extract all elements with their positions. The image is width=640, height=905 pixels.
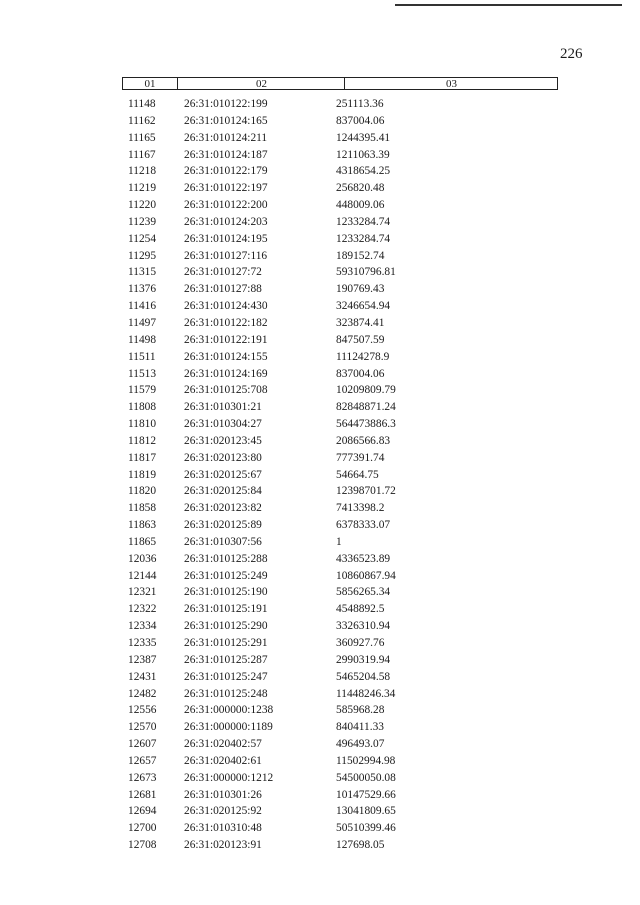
cell-col-03: 59310796.81 [336,266,396,279]
cell-col-01: 11810 [128,418,157,431]
cell-col-03: 837004.06 [336,367,385,380]
cell-col-03: 190769.43 [336,283,385,296]
cell-col-01: 11819 [128,468,157,481]
cell-col-03: 1233284.74 [336,215,391,228]
cell-col-02: 26:31:010127:88 [184,283,262,296]
cell-col-02: 26:31:010122:191 [184,333,268,346]
cell-col-02: 26:31:010125:290 [184,620,268,633]
cell-col-02: 26:31:010124:430 [184,300,268,313]
table-row [126,264,546,281]
cell-col-02: 26:31:020402:57 [184,738,262,751]
table-row [126,450,546,467]
cell-col-02: 26:31:010125:248 [184,687,268,700]
cell-col-01: 12681 [128,788,157,801]
cell-col-01: 11167 [128,148,156,161]
cell-col-02: 26:31:010125:287 [184,653,268,666]
table-row [126,433,546,450]
header-col-02: 02 [177,78,345,89]
cell-col-02: 26:31:010125:708 [184,384,268,397]
cell-col-02: 26:31:020125:67 [184,468,262,481]
table-row [126,787,546,804]
table-row [126,753,546,770]
cell-col-02: 26:31:010124:195 [184,232,268,245]
cell-col-03: 11124278.9 [336,350,390,363]
cell-col-03: 1 [336,535,342,548]
cell-col-02: 26:31:020123:82 [184,502,262,515]
cell-col-03: 10147529.66 [336,788,396,801]
cell-col-03: 5856265.34 [336,586,391,599]
cell-col-01: 12708 [128,839,157,852]
cell-col-02: 26:31:010301:26 [184,788,262,801]
cell-col-03: 1211063.39 [336,148,390,161]
table-row [126,584,546,601]
cell-col-01: 11498 [128,333,157,346]
cell-col-03: 251113.36 [336,98,384,110]
cell-col-02: 26:31:010125:247 [184,670,268,683]
cell-col-01: 11863 [128,519,157,532]
cell-col-02: 26:31:010122:199 [184,98,268,110]
table-row [126,736,546,753]
table-row [126,669,546,686]
cell-col-01: 12431 [128,670,157,683]
cell-col-03: 448009.06 [336,199,385,212]
cell-col-01: 12322 [128,603,157,616]
cell-col-01: 12335 [128,637,157,649]
cell-col-01: 11579 [128,384,157,397]
cell-col-01: 11511 [128,350,156,363]
table-row [126,231,546,248]
table-row [126,96,546,113]
cell-col-03: 323874.41 [336,316,385,329]
cell-col-03: 1233284.74 [336,232,391,245]
table-row [126,686,546,703]
cell-col-03: 4336523.89 [336,552,391,565]
table-row [126,534,546,551]
table-row [126,197,546,214]
table-row [126,113,546,130]
cell-col-03: 50510399.46 [336,822,396,835]
cell-col-03: 13041809.65 [336,805,396,818]
table-row [126,349,546,366]
cell-col-03: 11502994.98 [336,754,396,767]
cell-col-03: 10209809.79 [336,384,396,397]
cell-col-01: 12482 [128,687,157,700]
cell-col-03: 3246654.94 [336,300,391,313]
cell-col-03: 2086566.83 [336,434,391,447]
table-row [126,803,546,820]
table-row [126,517,546,534]
cell-col-01: 12657 [128,754,157,767]
table-row [126,298,546,315]
cell-col-02: 26:31:010310:48 [184,822,262,835]
table-row [126,248,546,265]
cell-col-02: 26:31:010122:179 [184,165,268,178]
cell-col-02: 26:31:020123:91 [184,839,262,852]
table-row [126,652,546,669]
cell-col-02: 26:31:020402:61 [184,754,262,767]
table-row [126,719,546,736]
cell-col-01: 11295 [128,249,157,262]
cell-col-03: 360927.76 [336,637,385,649]
table-header [122,77,558,90]
cell-col-03: 585968.28 [336,704,385,717]
cell-col-02: 26:31:010127:72 [184,266,262,279]
cell-col-01: 11416 [128,300,157,313]
cell-col-01: 12144 [128,569,157,582]
cell-col-01: 11254 [128,232,157,245]
table-row [126,601,546,618]
table-row [126,399,546,416]
table-row [126,332,546,349]
cell-col-02: 26:31:020125:84 [184,485,262,498]
cell-col-02: 26:31:010124:155 [184,350,268,363]
cell-col-01: 12607 [128,738,157,751]
cell-col-02: 26:31:000000:1212 [184,771,274,784]
cell-col-01: 12334 [128,620,157,633]
cell-col-03: 837004.06 [336,114,385,127]
cell-col-02: 26:31:010301:21 [184,401,262,414]
table-row [126,366,546,383]
cell-col-01: 12556 [128,704,157,717]
cell-col-03: 82848871.24 [336,401,396,414]
cell-col-01: 11513 [128,367,157,380]
table-row [126,315,546,332]
cell-col-01: 11148 [128,98,156,110]
cell-col-01: 11820 [128,485,157,498]
cell-col-01: 11239 [128,215,157,228]
cell-col-01: 11858 [128,502,157,515]
cell-col-02: 26:31:010124:169 [184,367,268,380]
table-row [126,180,546,197]
cell-col-02: 26:31:010125:249 [184,569,268,582]
table-body [126,96,546,854]
table-row [126,702,546,719]
cell-col-02: 26:31:010124:203 [184,215,268,228]
cell-col-03: 256820.48 [336,182,385,195]
cell-col-01: 11817 [128,451,157,464]
cell-col-01: 11376 [128,283,157,296]
cell-col-02: 26:31:010125:191 [184,603,268,616]
table-row [126,500,546,517]
cell-col-02: 26:31:020125:89 [184,519,262,532]
top-rule [395,4,622,6]
cell-col-01: 11218 [128,165,157,178]
cell-col-02: 26:31:010122:197 [184,182,268,195]
cell-col-02: 26:31:010304:27 [184,418,262,431]
cell-col-01: 12036 [128,552,157,565]
cell-col-02: 26:31:010125:190 [184,586,268,599]
table-row [126,551,546,568]
table-row [126,130,546,147]
cell-col-02: 26:31:020123:45 [184,434,262,447]
cell-col-01: 11812 [128,434,157,447]
cell-col-03: 6378333.07 [336,519,391,532]
cell-col-03: 12398701.72 [336,485,396,498]
cell-col-01: 11315 [128,266,157,279]
cell-col-02: 26:31:010125:288 [184,552,268,565]
cell-col-02: 26:31:010307:56 [184,535,262,548]
cell-col-01: 11220 [128,199,157,212]
cell-col-03: 847507.59 [336,333,385,346]
table-row [126,837,546,854]
cell-col-02: 26:31:010124:211 [184,131,268,144]
table-row [126,635,546,652]
cell-col-02: 26:31:000000:1238 [184,704,274,717]
cell-col-03: 2990319.94 [336,653,391,666]
cell-col-03: 189152.74 [336,249,385,262]
cell-col-01: 11165 [128,131,156,144]
table-row [126,163,546,180]
cell-col-01: 11162 [128,114,156,127]
cell-col-03: 54664.75 [336,468,379,481]
cell-col-03: 4318654.25 [336,165,391,178]
cell-col-01: 12570 [128,721,157,734]
cell-col-03: 564473886.3 [336,418,396,431]
cell-col-01: 12387 [128,653,157,666]
table-row [126,467,546,484]
table-row [126,770,546,787]
cell-col-03: 1244395.41 [336,131,391,144]
cell-col-03: 777391.74 [336,451,385,464]
cell-col-02: 26:31:010127:116 [184,249,268,262]
cell-col-03: 4548892.5 [336,603,385,616]
header-col-03: 03 [344,78,558,89]
cell-col-02: 26:31:020125:92 [184,805,262,818]
cell-col-01: 11808 [128,401,157,414]
cell-col-02: 26:31:010122:200 [184,199,268,212]
cell-col-03: 127698.05 [336,839,385,852]
table-row [126,820,546,837]
cell-col-01: 12694 [128,805,157,818]
table-row [126,416,546,433]
cell-col-02: 26:31:010124:187 [184,148,268,161]
table-row [126,147,546,164]
cell-col-01: 11219 [128,182,157,195]
table-row [126,214,546,231]
cell-col-02: 26:31:010124:165 [184,114,268,127]
cell-col-01: 11865 [128,535,157,548]
table-row [126,382,546,399]
cell-col-01: 12700 [128,822,157,835]
cell-col-03: 5465204.58 [336,670,391,683]
cell-col-03: 3326310.94 [336,620,391,633]
cell-col-02: 26:31:010122:182 [184,316,268,329]
cell-col-02: 26:31:010125:291 [184,637,268,649]
cell-col-01: 12673 [128,771,157,784]
page-number: 226 [560,46,583,62]
header-col-01: 01 [144,78,156,90]
table-row [126,618,546,635]
table-row [126,568,546,585]
cell-col-03: 10860867.94 [336,569,396,582]
table-row [126,483,546,500]
cell-col-02: 26:31:020123:80 [184,451,262,464]
cell-col-02: 26:31:000000:1189 [184,721,273,734]
cell-col-01: 12321 [128,586,157,599]
cell-col-03: 11448246.34 [336,687,396,700]
cell-col-03: 496493.07 [336,738,385,751]
cell-col-03: 840411.33 [336,721,384,734]
cell-col-03: 7413398.2 [336,502,385,515]
table-row [126,281,546,298]
cell-col-03: 54500050.08 [336,771,396,784]
cell-col-01: 11497 [128,316,157,329]
